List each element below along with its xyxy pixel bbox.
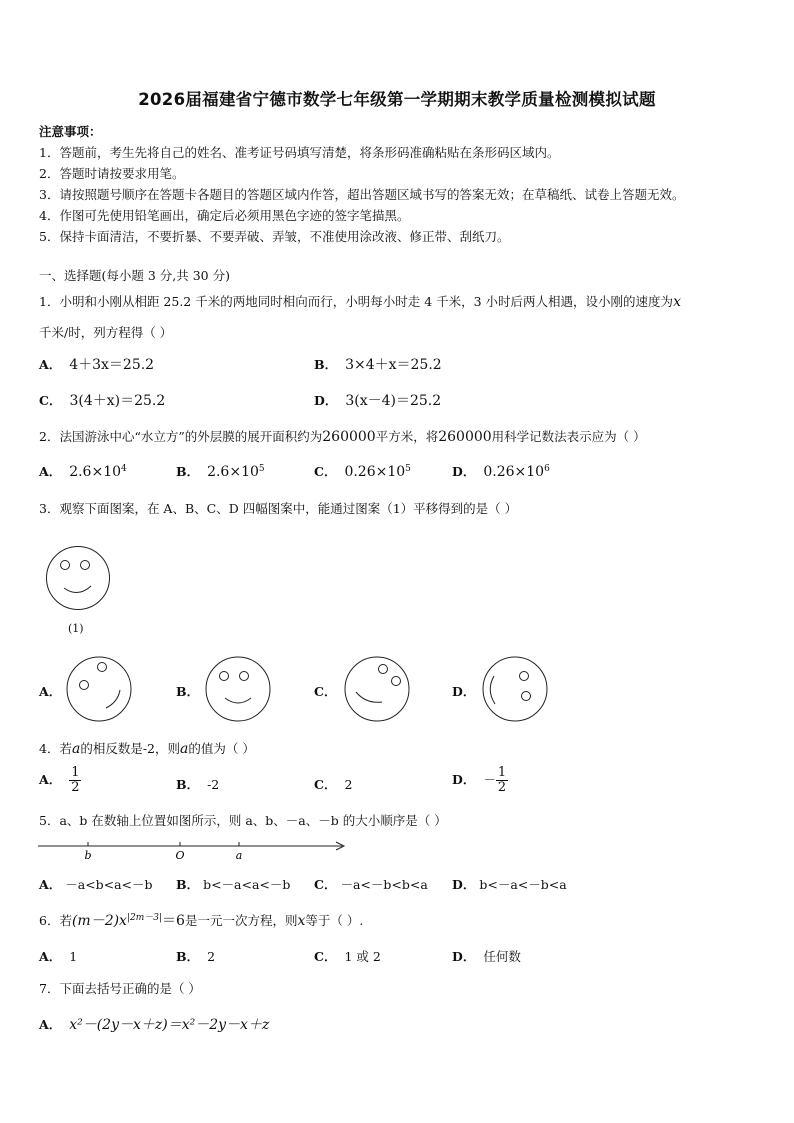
q1-stem-text: 1．小明和小刚从相距 25.2 千米的两地同时相向而行，小明每小时走 4 千米，3 小时后两人相遇，设小刚的速度为 [39,294,674,309]
q1-stem-line2: 千米/时，列方程得（ ） [39,325,173,340]
q5-option-a[interactable]: A． －a<b<a<－b [39,877,153,892]
q4-option-b[interactable]: B． -2 [176,777,220,792]
q6-variable: x [297,913,306,930]
q3-option-b[interactable]: B． [176,684,200,699]
q2-option-b[interactable]: B． $2.6\times 10^5$ [176,463,265,480]
notice-item-5: 5．保持卡面清洁，不要折暴、不要弄破、弄皱，不准使用涂改液、修正带、刮纸刀。 [39,229,510,244]
q6-expression: (m－2)x [71,913,127,930]
q5-option-b[interactable]: B． b<－a<a<－b [176,877,291,892]
axis-label-origin: O [175,849,185,862]
notice-item-2: 2．答题时请按要求用笔。 [39,166,185,181]
q6-option-c[interactable]: C． 1 或 2 [314,949,381,964]
q4-option-a[interactable]: A． $\frac{1}{2}$ [39,765,80,795]
figure-1-label: (1) [68,622,84,635]
q1-option-a[interactable]: A． 4＋3x＝25.2 [39,357,155,373]
q2-number-2: 260000 [438,429,492,445]
axis-label-b: b [84,849,92,862]
q4-option-c[interactable]: C． 2 [314,777,353,792]
notice-heading: 注意事项： [39,124,102,139]
q2-option-c[interactable]: C． $0.26\times 10^5$ [314,463,411,480]
q4-variable-2: a [180,741,189,757]
face-option-d [480,654,550,724]
q1-option-b[interactable]: B． 3×4＋x＝25.2 [314,357,442,373]
axis-label-a: a [235,849,243,862]
q5-option-d[interactable]: D． b<－a<－b<a [452,877,567,892]
q5-option-c[interactable]: C． －a<－b<b<a [314,877,428,892]
q6-stem: 6．若$(m-2)x^{|2m-3|}=6$是一元一次方程，则x等于（ ）. [39,913,364,930]
q6-option-a[interactable]: A． 1 [39,949,78,964]
notice-item-4: 4．作图可先使用铅笔画出，确定后必须用黑色字迹的签字笔描黑。 [39,208,410,223]
section-heading: 一、选择题(每小题 3 分,共 30 分) [39,268,230,283]
notice-item-3: 3．请按照题号顺序在答题卡各题目的答题区域内作答，超出答题区域书写的答案无效；在草稿纸、试卷上答题无效。 [39,187,685,202]
face-option-c [342,654,412,724]
q3-option-d[interactable]: D． [452,684,476,699]
q7-option-a[interactable]: A． x²－(2y－x＋z)＝x²－2y－x＋z [39,1017,270,1033]
q4-option-d[interactable]: D． － $\frac{1}{2}$ [452,765,507,795]
q7-stem: 7．下面去括号正确的是（ ） [39,981,201,996]
q6-exponent: |2m－3| [126,913,163,923]
face-option-a [64,654,134,724]
q4-variable-1: a [71,741,81,757]
q3-option-c[interactable]: C． [314,684,337,699]
q2-stem: 2．法国游泳中心“水立方”的外层膜的展开面积约为260000平方米，将260000用科学记数法表示应为（ ） [39,429,646,445]
q1-variable: x [673,294,681,310]
q5-stem: 5．a、b 在数轴上位置如图所示，则 a、b、－a、－b 的大小顺序是（ ） [39,813,447,828]
q6-option-b[interactable]: B． 2 [176,949,216,964]
q1-option-d[interactable]: D． 3(x－4)＝25.2 [314,393,442,409]
q1-option-c[interactable]: C． 3(4＋x)＝25.2 [39,393,166,409]
face-option-b [203,654,273,724]
page-title: 2026届福建省宁德市数学七年级第一学期期末教学质量检测模拟试题 [138,90,656,109]
face-figure-1 [44,544,112,612]
q1-stem-line1 [39,292,681,310]
q2-option-a[interactable]: A． $2.6\times 10^4$ [39,463,127,480]
q3-stem: 3．观察下面图案，在 A、B、C、D 四幅图案中，能通过图案（1）平移得到的是（ ） [39,501,518,516]
q3-option-a[interactable]: A． [39,684,62,699]
number-line [38,836,350,866]
q2-number-1: 260000 [322,429,376,445]
q2-option-d[interactable]: D． $0.26\times 10^6$ [452,463,550,480]
q4-stem: 4．若a的相反数是-2，则a的值为（ ） [39,741,255,757]
notice-item-1: 1．答题前，考生先将自己的姓名、准考证号码填写清楚，将条形码准确粘贴在条形码区域内。 [39,145,560,160]
q6-option-d[interactable]: D． 任何数 [452,949,521,964]
